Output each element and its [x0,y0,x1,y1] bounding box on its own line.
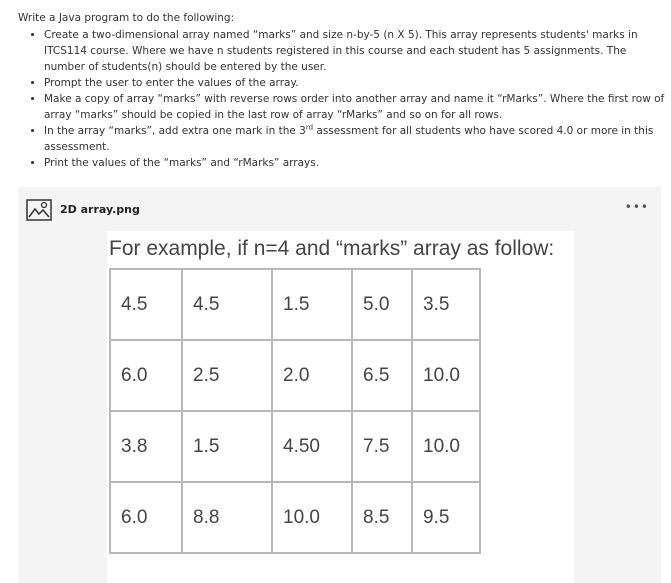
table-cell: 2.0 [272,340,352,411]
table-cell: 10.0 [272,482,352,553]
image-file-icon[interactable] [26,199,52,221]
table-row [110,482,480,553]
table-cell: 8.5 [352,482,412,553]
table-cell: 10.0 [412,411,480,482]
table-cell: 6.5 [352,340,412,411]
table-cell: 4.5 [110,269,182,340]
table-cell: 4.50 [272,411,352,482]
requirement-item [44,75,669,91]
requirement-text: In the array “marks”, add extra one mark in the 3 [44,125,306,137]
table-cell: 8.8 [182,482,272,553]
more-options-icon[interactable]: ••• [624,200,649,214]
requirement-text-continued: assessment for all students who have scored 4.0 or more in this assessment. [44,125,654,153]
requirements-list [30,27,669,171]
requirement-text: Prompt the user to enter the values of the array. [44,77,299,89]
table-cell: 3.8 [110,411,182,482]
table-row [110,340,480,411]
table-cell: 10.0 [412,340,480,411]
requirement-item [44,155,669,171]
table-cell: 9.5 [412,482,480,553]
ordinal-superscript: rd [305,123,314,132]
table-cell: 1.5 [272,269,352,340]
requirement-item [44,123,669,155]
requirement-text: Create a two-dimensional array named “marks” and size n-by-5 (n X 5). This array represents students' marks in ITCS114 course. Where we have n students registered in this course and each student has 5 assignments. The number of students(n) should be entered by the user. [44,29,638,73]
requirement-item [44,27,669,75]
table-cell: 6.0 [110,482,182,553]
question-intro: Write a Java program to do the following: [18,12,235,24]
attachment-image-preview [107,231,574,583]
table-cell: 4.5 [182,269,272,340]
table-cell: 1.5 [182,411,272,482]
table-row [110,269,480,340]
table-row [110,411,480,482]
marks-table [109,268,481,554]
requirement-text: Make a copy of array “marks” with reverse rows order into another array and name it “rMarks”. Where the first row of array “marks” should be copied in the last row of array “rMarks” and so on for all rows. [44,93,665,121]
requirement-item [44,91,669,123]
requirement-text: Print the values of the “marks” and “rMarks” arrays. [44,157,320,169]
attachment-panel [18,187,661,583]
attachment-file-name[interactable]: 2D array.png [60,203,140,216]
table-cell: 6.0 [110,340,182,411]
table-cell: 3.5 [412,269,480,340]
table-cell: 5.0 [352,269,412,340]
table-cell: 7.5 [352,411,412,482]
table-cell: 2.5 [182,340,272,411]
example-caption: For example, if n=4 and “marks” array as follow: [109,237,555,260]
